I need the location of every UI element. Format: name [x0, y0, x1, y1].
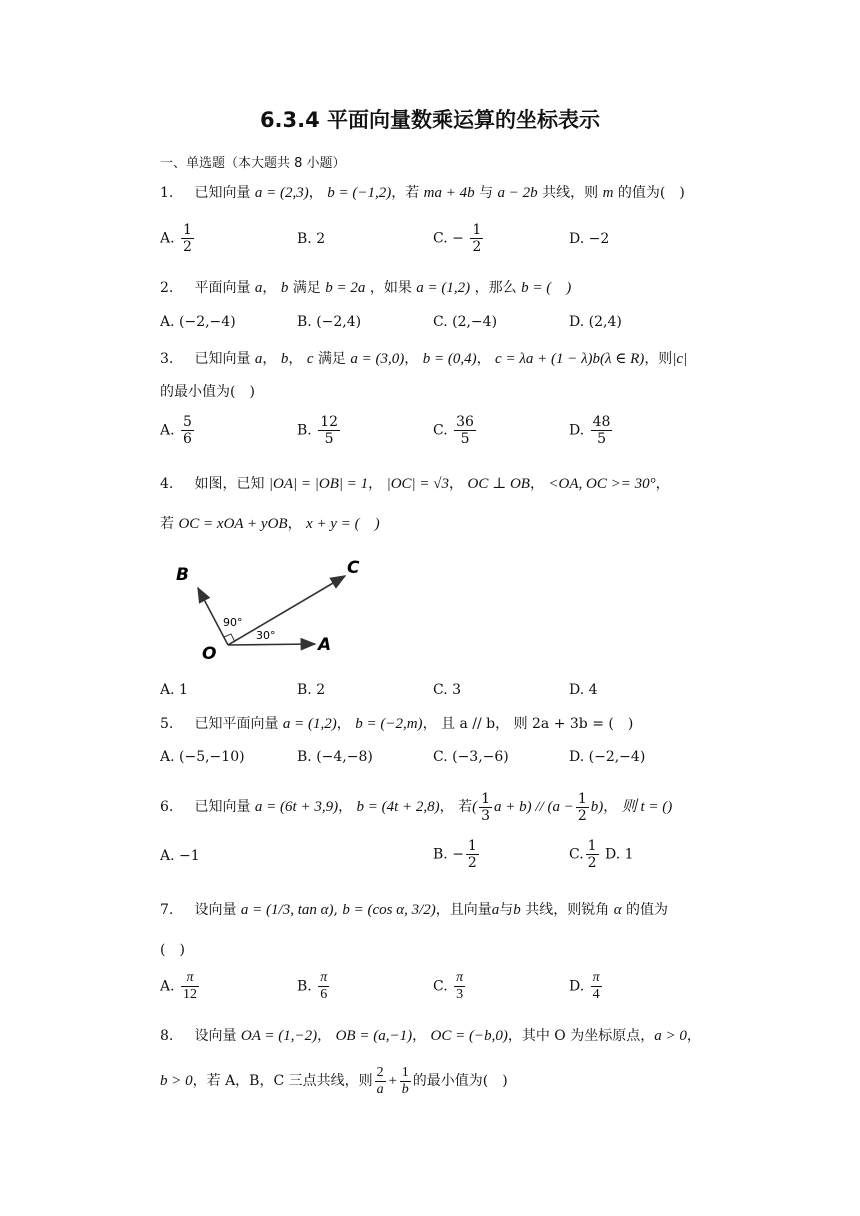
option-label: A. — [160, 978, 175, 995]
numerator: 12 — [320, 414, 339, 430]
q2-vector-b: b — [280, 280, 289, 296]
fraction — [375, 1065, 386, 1098]
option-label: B. — [297, 422, 312, 439]
q2-value: a = (1,2) — [416, 280, 471, 296]
denominator: 3 — [456, 987, 464, 1002]
denominator: 2 — [577, 807, 587, 824]
denominator: 5 — [597, 431, 607, 447]
fraction — [586, 838, 599, 871]
question-number: 7. — [160, 902, 174, 918]
q4-expr5: OC = xOA + yOB — [178, 516, 288, 532]
q3-post: ，则 — [644, 351, 673, 367]
q3-option-a[interactable] — [160, 414, 196, 447]
q3-vector-a: a — [254, 351, 263, 367]
q8-line2: b > 0，若 A，B，C 三点共线，则 $\frac{2}{a}$ + $\frac{1}{b}$ 的最小值为( ) — [160, 1064, 508, 1097]
q7-post3: 的值为 — [626, 902, 669, 918]
q4-option-d[interactable]: D. 4 — [569, 682, 598, 698]
option-label: B. − — [433, 846, 464, 863]
q1-text-pre: 已知向量 — [194, 185, 251, 201]
denominator: 6 — [320, 987, 328, 1002]
q8-vector-ob: OB = (a,−1) — [335, 1028, 413, 1044]
denominator: 5 — [460, 431, 470, 447]
denominator: 2 — [472, 239, 482, 255]
q6-option-b[interactable] — [433, 838, 481, 871]
q1-sep2: ，若 — [391, 185, 420, 201]
question-6: 6. 已知向量 a = (6t + 3,9)， b = (4t + 2,8)， 若( $\frac{1}{3}$ a + b) // (a − $\frac{1}{2}$ b)， 则 t = () — [160, 788, 672, 826]
q5-option-a[interactable]: A. (−5,−10) — [160, 749, 245, 765]
option-label: D. — [569, 978, 585, 995]
q4-line2-pre: 若 — [160, 516, 174, 532]
numerator: 1 — [587, 838, 597, 854]
q2-comma: ， — [262, 280, 277, 296]
q4-expr3: OC ⊥ OB — [467, 476, 530, 492]
fraction — [454, 970, 465, 1003]
q3-comma: ， — [262, 351, 277, 367]
label-o: O — [202, 644, 217, 664]
angle-30-label: 30° — [256, 629, 276, 642]
option-label: D. — [569, 422, 585, 439]
question-number: 3. — [160, 351, 174, 367]
numerator: 48 — [592, 414, 611, 430]
question-1 — [160, 183, 685, 203]
numerator: 1 — [467, 838, 477, 854]
q7-alpha: α — [613, 902, 622, 918]
q4-line2: 若 OC = xOA + yOB， x + y = ( ) — [160, 516, 380, 532]
question-number: 1. — [160, 185, 174, 201]
fraction — [181, 414, 194, 447]
q4-pre: 如图，已知 — [194, 476, 265, 492]
fraction — [576, 791, 589, 824]
question-number: 2. — [160, 280, 174, 296]
q2-option-d[interactable]: D. (2,4) — [569, 314, 622, 330]
q5-ask: 则 2a + 3b = ( ) — [513, 716, 634, 732]
q4-option-b[interactable]: B. 2 — [297, 682, 326, 698]
question-8: 8. 设向量 OA = (1,−2)， OB = (a,−1)， OC = (−b,0)，其中 O 为坐标原点，a > 0， — [160, 1028, 701, 1044]
option-label: C. — [569, 846, 584, 863]
numerator: 1 — [577, 790, 587, 807]
q5-condition: 且 a // b — [441, 716, 496, 732]
q4-expr6: x + y = ( ) — [306, 516, 380, 532]
q6-pre: 已知向量 — [194, 799, 251, 815]
denominator: 3 — [481, 807, 491, 824]
q6-option-d[interactable]: D. 1 — [605, 846, 634, 863]
q1-post2: 的值为( ) — [617, 185, 685, 201]
fraction — [318, 414, 340, 447]
numerator: π — [320, 970, 328, 985]
option-label: B. — [297, 978, 312, 995]
fraction — [318, 970, 329, 1003]
minus-sign: − — [452, 230, 464, 247]
q3-vector-b: b — [280, 351, 289, 367]
fraction — [479, 791, 492, 824]
label-a: A — [318, 635, 332, 655]
q7-option-b[interactable] — [297, 970, 331, 1003]
q5-vector-a: a = (1,2) — [282, 716, 337, 732]
fraction — [466, 838, 479, 871]
q6-option-c[interactable] — [569, 838, 634, 871]
fraction — [181, 970, 199, 1003]
q1-mid: 与 — [479, 185, 494, 201]
numerator: 2 — [376, 1064, 384, 1080]
q2-ask: b = ( ) — [521, 280, 572, 296]
q8-pre: 设向量 — [194, 1028, 237, 1044]
section-heading: 一、单选题（本大题共 8 小题） — [160, 156, 346, 171]
q8-vector-oa: OA = (1,−2) — [240, 1028, 318, 1044]
q6-option-a[interactable]: A. −1 — [160, 848, 200, 864]
q6-ask: 则 t = () — [621, 799, 673, 815]
q3-value-c: c = λa + (1 − λ)b(λ ∈ R) — [495, 351, 645, 367]
denominator: 6 — [183, 431, 192, 447]
q3-option-b[interactable] — [297, 414, 342, 447]
numerator: π — [592, 970, 600, 985]
q7-option-c[interactable] — [433, 970, 467, 1003]
denominator: 2 — [587, 855, 597, 871]
q2-option-b[interactable]: B. (−2,4) — [297, 314, 362, 330]
denominator: b — [401, 1081, 409, 1097]
denominator: a — [376, 1081, 384, 1097]
q5-option-b[interactable]: B. (−4,−8) — [297, 749, 373, 765]
q1-option-c[interactable] — [433, 222, 485, 255]
q1-option-b[interactable]: B. 2 — [297, 231, 326, 247]
question-number: 5. — [160, 716, 174, 732]
q4-expr1: |OA| = |OB| = 1 — [268, 476, 369, 492]
question-2 — [160, 278, 571, 298]
question-7: 7. 设向量 a = (1/3, tan α), b = (cos α, 3/2)，且向量a与b 共线，则锐角 α 的值为 — [160, 902, 669, 918]
q3-abs-c: |c| — [672, 351, 688, 367]
q2-vector-a: a — [254, 280, 263, 296]
q1-option-a[interactable] — [160, 222, 196, 255]
q1-expr2: a − 2b — [497, 185, 538, 201]
q2-mid: 满足 — [292, 280, 321, 296]
fraction — [181, 222, 194, 255]
q3-line2: 的最小值为( ) — [160, 384, 255, 400]
q3-value-b: b = (0,4) — [422, 351, 477, 367]
fraction — [400, 1065, 411, 1098]
q1-var-m: m — [602, 185, 614, 201]
q4-expr4: <OA, OC >= 30° — [548, 476, 656, 492]
question-3: 3. 已知向量 a， b， c 满足 a = (3,0)， b = (0,4)， c = λa + (1 − λ)b(λ ∈ R)，则|c| — [160, 351, 688, 367]
denominator: 2 — [183, 239, 192, 255]
q7-option-d[interactable] — [569, 970, 604, 1003]
q8-line2-text: ，若 A，B，C 三点共线，则 — [192, 1073, 373, 1089]
q4-option-c[interactable]: C. 3 — [433, 682, 462, 698]
numerator: 1 — [183, 222, 192, 238]
q6-vector-a: a = (6t + 3,9) — [254, 799, 339, 815]
denominator: 12 — [183, 987, 198, 1002]
question-number: 8. — [160, 1028, 174, 1044]
question-number: 6. — [160, 799, 174, 815]
fraction — [470, 222, 483, 255]
numerator: 36 — [456, 414, 474, 430]
question-5: 5. 已知平面向量 a = (1,2)， b = (−2,m)， 且 a // b， 则 2a + 3b = ( ) — [160, 716, 634, 732]
q2-option-c[interactable]: C. (2,−4) — [433, 314, 498, 330]
fraction — [591, 414, 613, 447]
q8-post: ，其中 O 为坐标原点， — [507, 1028, 655, 1044]
q4-expr2: |OC| = √3 — [386, 476, 450, 492]
option-label: C. — [433, 230, 448, 247]
question-4: 4. 如图，已知 |OA| = |OB| = 1， |OC| = √3， OC ⊥ OB， <OA, OC >= 30°， — [160, 476, 670, 492]
denominator: 4 — [592, 987, 600, 1002]
q3-option-d[interactable] — [569, 414, 614, 447]
option-label: C. — [433, 978, 448, 995]
option-label: C. — [433, 422, 448, 439]
q6-vector-b: b = (4t + 2,8) — [356, 799, 440, 815]
q5-pre: 已知平面向量 — [194, 716, 279, 732]
denominator: 5 — [324, 431, 334, 447]
q4-option-a[interactable]: A. 1 — [160, 682, 188, 698]
q3-comma2: ， — [288, 351, 303, 367]
label-b: B — [176, 565, 189, 585]
q2-mid2: ，如果 — [369, 280, 412, 296]
q1-post: 共线，则 — [542, 185, 599, 201]
vector-figure — [160, 550, 380, 670]
numerator: 1 — [472, 222, 482, 238]
q3-vector-c: c — [306, 351, 314, 367]
option-label: A. — [160, 230, 175, 247]
page-title: 6.3.4 平面向量数乘运算的坐标表示 — [259, 108, 601, 132]
numerator: 1 — [481, 790, 491, 807]
q3-pre: 已知向量 — [194, 351, 251, 367]
q3-option-c[interactable] — [433, 414, 478, 447]
q7-post: ，且向量 — [435, 902, 492, 918]
label-c: C — [347, 558, 360, 578]
q1-option-d[interactable]: D. −2 — [569, 231, 610, 247]
q7-line2: ( ) — [160, 942, 185, 958]
fraction — [591, 970, 602, 1003]
q2-equation: b = 2a — [325, 280, 366, 296]
q8-cond-a: a > 0 — [654, 1028, 687, 1044]
q1-sep: ， — [308, 185, 323, 201]
q8-cond-b: b > 0 — [160, 1073, 193, 1089]
q5-option-d[interactable]: D. (−2,−4) — [569, 749, 646, 765]
angle-90-label: 90° — [223, 616, 243, 629]
q7-vector-a: a = (1/3, tan α) — [240, 902, 334, 918]
q2-option-a[interactable]: A. (−2,−4) — [160, 314, 236, 330]
fraction — [454, 414, 476, 447]
q7-mid: 与 — [499, 902, 514, 918]
q1-vector-b: b = (−1,2) — [327, 185, 392, 201]
q2-text: 平面向量 — [194, 280, 251, 296]
question-number: 4. — [160, 476, 174, 492]
option-label: A. — [160, 422, 175, 439]
q7-pre: 设向量 — [194, 902, 237, 918]
vector-oa-arrow — [228, 644, 315, 645]
numerator: 5 — [183, 414, 192, 430]
q1-expr1: ma + 4b — [423, 185, 475, 201]
numerator: π — [181, 970, 199, 987]
denominator: 2 — [467, 855, 477, 871]
numerator: 1 — [401, 1064, 409, 1080]
q3-mid: 满足 — [317, 351, 346, 367]
q8-line2-end: 的最小值为( ) — [412, 1073, 508, 1089]
q2-mid3: ，那么 — [474, 280, 517, 296]
q7-post2: 共线，则锐角 — [525, 902, 610, 918]
q3-value-a: a = (3,0) — [350, 351, 405, 367]
q7-vector-b: b = (cos α, 3/2) — [342, 902, 436, 918]
q5-option-c[interactable]: C. (−3,−6) — [433, 749, 509, 765]
q7-option-a[interactable] — [160, 970, 201, 1003]
q1-vector-a: a = (2,3) — [254, 185, 309, 201]
numerator: π — [456, 970, 464, 985]
q6-cond: 若 — [458, 799, 473, 815]
q5-vector-b: b = (−2,m) — [355, 716, 423, 732]
q8-vector-oc: OC = (−b,0) — [430, 1028, 508, 1044]
